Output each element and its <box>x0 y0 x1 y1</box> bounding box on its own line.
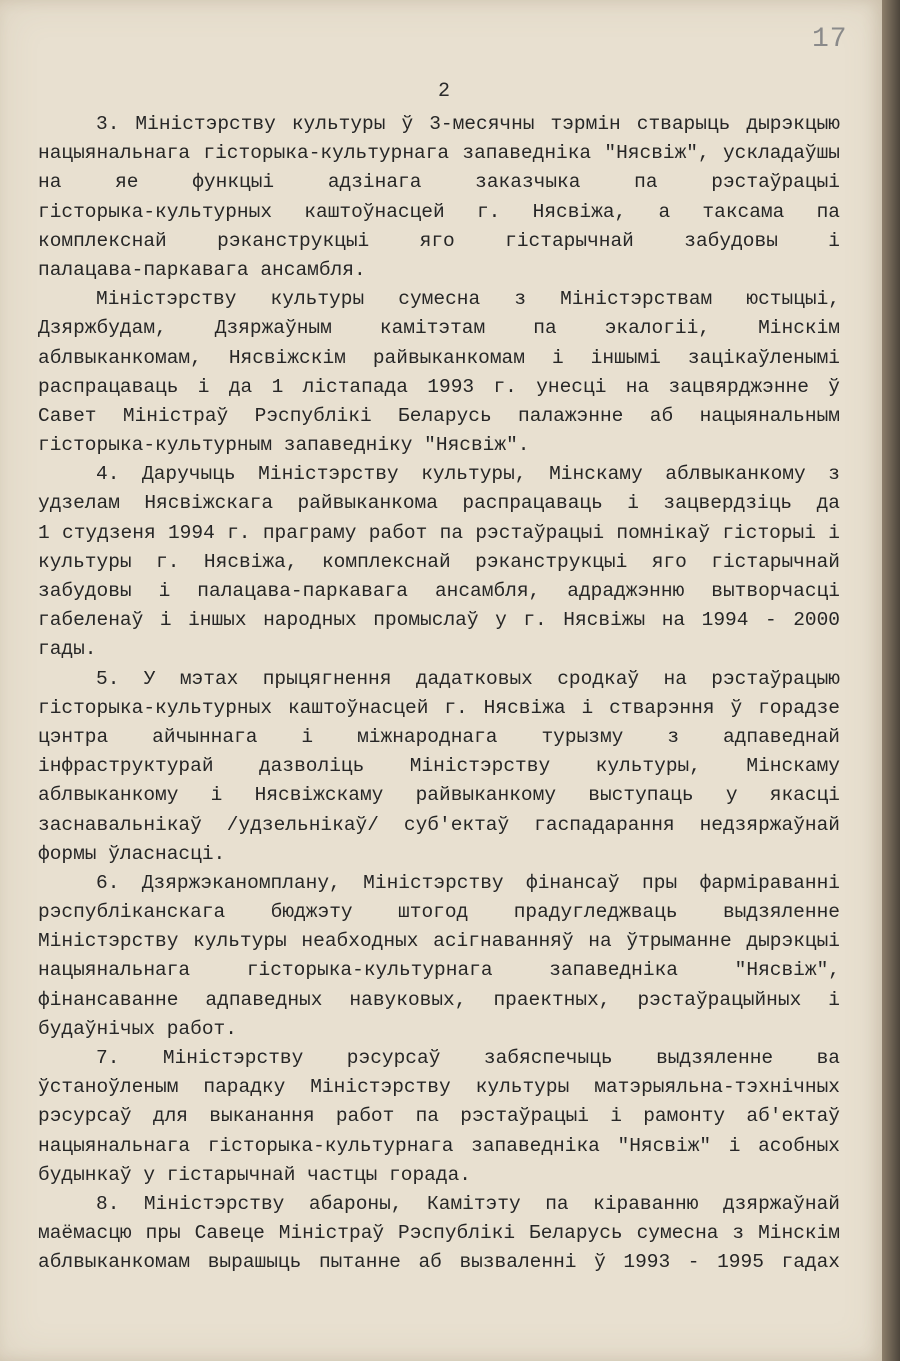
text-line: габеленаў і іншых народных промыслаў у г. Нясвіжы на 1994 - 2000 <box>38 609 840 632</box>
text-line: Міністэрству культуры сумесна з Міністэрствам юстыцыі, <box>96 288 840 311</box>
text-line: комплекснай рэканструкцыі яго гістарычнай забудовы і <box>38 229 840 252</box>
text-line: 7. Міністэрству рэсурсаў забяспечыць выдзяленне ва <box>96 1047 840 1069</box>
archive-folio-number: 17 <box>812 24 848 55</box>
text-line: ўстаноўленым парадку Міністэрству культуры матэрыяльна-тэхнічных <box>38 1076 840 1099</box>
text-line: заснавальнікаў /удзельнікаў/ суб'ектаў гаспадарання недзяржаўнай <box>38 813 840 836</box>
text-line: Дзяржбудам, Дзяржаўным камітэтам па экалогіі, Мінскім <box>38 317 840 340</box>
text-line: гісторыка-культурных каштоўнасцей г. Нясвіжа, а таксама па <box>38 200 840 223</box>
text-line: аблвыканкомам вырашыць пытанне аб вызваленні ў 1993 - 1995 гадах <box>38 1251 840 1274</box>
text-line: Міністэрству культуры неабходных асігнаванняў на ўтрыманне дырэкцыі <box>38 930 840 953</box>
page-number: 2 <box>438 80 451 103</box>
text-line: забудовы і палацава-паркавага ансамбля, адраджэнню вытворчасці <box>38 580 840 602</box>
text-line: аблвыканкому і Нясвіжскаму райвыканкому выступаць у якасці <box>38 784 840 807</box>
text-line: фінансаванне адпаведных навуковых, праектных, рэстаўрацыйных і <box>38 988 840 1011</box>
text-line: нацыянальнага гісторыка-культурнага запаведніка "Нясвіж" і асобных <box>38 1134 840 1157</box>
text-line: 3. Міністэрству культуры ў 3-месячны тэрмін стварыць дырэкцыю <box>96 113 840 135</box>
text-line: будаўнічых работ. <box>38 1017 237 1040</box>
text-line: Савет Міністраў Рэспублікі Беларусь палажэнне аб нацыянальным <box>38 404 840 427</box>
text-line: рэсурсаў для выканання работ па рэстаўрацыі і рамонту аб'ектаў <box>38 1105 840 1128</box>
text-line: нацыянальнага гісторыка-культурнага запаведніка "Нясвіж", <box>38 959 840 982</box>
text-line: аблвыканкомам, Нясвіжскім райвыканкомам і іншымі зацікаўленымі <box>38 346 840 369</box>
text-line: 4. Даручыць Міністэрству культуры, Мінскаму аблвыканкому з <box>96 463 840 486</box>
page-edge-shadow <box>882 0 900 1361</box>
text-line: будынкаў у гістарычнай частцы горада. <box>38 1163 471 1186</box>
text-line: рэспубліканскага бюджэту штогод прадугледжваць выдзяленне <box>38 901 840 924</box>
text-line: культуры г. Нясвіжа, комплекснай рэканструкцыі яго гістарычнай <box>38 550 840 573</box>
text-line: 5. У мэтах прыцягнення дадатковых сродкаў на рэстаўрацыю <box>96 667 840 690</box>
text-line: маёмасцю пры Савеце Міністраў Рэспублікі Беларусь сумесна з Мінскім <box>38 1222 840 1245</box>
text-line: на яе функцыі адзінага заказчыка па рэстаўрацыі <box>38 171 840 194</box>
text-line: формы ўласнасці. <box>38 842 226 865</box>
text-line: 1 студзеня 1994 г. праграму работ па рэстаўрацыі помнікаў гісторыі і <box>38 521 840 544</box>
text-line: палацава-паркавага ансамбля. <box>38 258 366 281</box>
text-line: гісторыка-культурных каштоўнасцей г. Нясвіжа і стварэння ў горадзе <box>38 696 840 719</box>
text-line: інфраструктурай дазволіць Міністэрству культуры, Мінскаму <box>38 755 840 778</box>
text-line: распрацаваць і да 1 лістапада 1993 г. унесці на зацвярджэнне ў <box>38 375 840 398</box>
text-line: удзелам Нясвіжскага райвыканкома распрацаваць і зацвердзіць да <box>38 492 840 515</box>
text-line: нацыянальнага гісторыка-культурнага запаведніка "Нясвіж", ускладаўшы <box>38 142 840 165</box>
text-line: 6. Дзяржэканомплану, Міністэрству фінансаў пры фарміраванні <box>96 871 840 894</box>
text-line: гісторыка-культурным запаведніку "Нясвіж". <box>38 434 530 457</box>
text-line: гады. <box>38 638 97 661</box>
text-line: цэнтра айчыннага і міжнароднага турызму з адпаведнай <box>38 725 840 748</box>
text-line: 8. Міністэрству абароны, Камітэту па кіраванню дзяржаўнай <box>96 1192 840 1215</box>
document-body <box>38 110 840 1278</box>
